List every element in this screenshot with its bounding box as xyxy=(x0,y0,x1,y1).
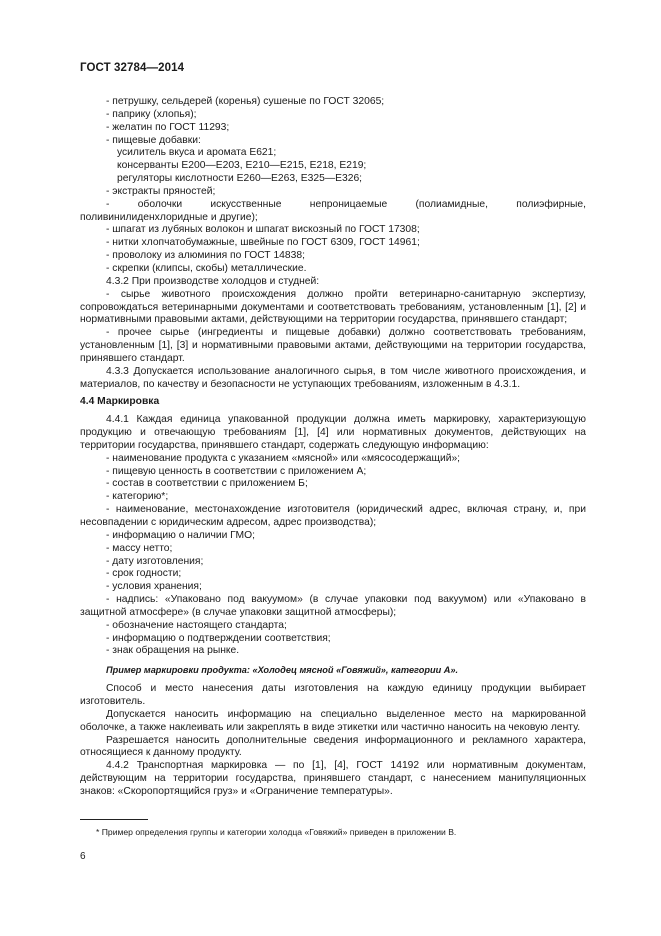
list-item: - надпись: «Упаковано под вакуумом» (в случае упаковки под вакуумом) или «Упаковано в защитной атмосфере» (в случае упаковки защитной атмосферы); xyxy=(80,594,586,618)
sub-list-item: регуляторы кислотности Е260—Е263, Е325—Е326; xyxy=(117,173,363,185)
list-item: - нитки хлопчатобумажные, швейные по ГОСТ 6309, ГОСТ 14961; xyxy=(106,237,420,249)
clause-4-4-2: 4.4.2 Транспортная маркировка — по [1], [4], ГОСТ 14192 или нормативным документам, действующим на территории государства, принявшего стандарт, с нанесением манипуляционных знаков: «Скоропортящийся груз» и «Ограничение температуры». xyxy=(80,760,586,797)
list-item: - условия хранения; xyxy=(106,581,202,593)
sub-list-item: консерванты Е200—Е203, Е210—Е215, Е218, Е219; xyxy=(117,160,367,172)
list-item: - прочее сырье (ингредиенты и пищевые добавки) должно соответствовать требованиям, установленным [1], [3] и нормативными правовыми актами, действующими на территории государства, принявшего стандарт. xyxy=(80,327,586,364)
list-item: - сырье животного происхождения должно пройти ветеринарно-санитарную экспертизу, сопровождаться ветеринарными документами и соответствовать требованиям, установленным [1], [2] и нормативными правовыми актами, действующими на территории государства, принявшего стандарт; xyxy=(80,288,586,326)
document-body xyxy=(80,96,586,799)
page-number: 6 xyxy=(80,851,86,862)
list-item: - шпагат из лубяных волокон и шпагат вискозный по ГОСТ 17308; xyxy=(106,224,420,236)
list-item: - экстракты пряностей; xyxy=(106,185,216,197)
list-item: - петрушку, сельдерей (коренья) сушеные по ГОСТ 32065; xyxy=(106,96,385,107)
list-item: - срок годности; xyxy=(106,568,182,580)
paragraph: Способ и место нанесения даты изготовления на каждую единицу продукции выбирает изготовитель. xyxy=(80,683,586,707)
list-item: - пищевую ценность в соответствии с приложением А; xyxy=(106,465,367,477)
clause-4-4-1: 4.4.1 Каждая единица упакованной продукции должна иметь маркировку, характеризующую продукцию и отвечающую требованиям [1], [4] или нормативных документов, действующих на территории государства, принявшего стандарт, содержать следующую информацию: xyxy=(80,414,586,451)
list-item: - паприку (хлопья); xyxy=(106,108,197,120)
clause-4-3-3: 4.3.3 Допускается использование аналогичного сырья, в том числе животного происхождения, и материалов, по качеству и безопасности не уступающих требованиям, изложенным в 4.3.1. xyxy=(80,365,586,390)
list-item: - скрепки (клипсы, скобы) металлические. xyxy=(106,262,307,274)
list-item: - проволоку из алюминия по ГОСТ 14838; xyxy=(106,250,305,262)
list-item: - состав в соответствии с приложением Б; xyxy=(106,478,308,490)
section-heading: 4.4 Маркировка xyxy=(80,396,160,408)
example-note: Пример маркировки продукта: «Холодец мясной «Говяжий», категории А». xyxy=(106,665,459,676)
list-item: - категорию*; xyxy=(106,491,169,503)
paragraph: Разрешается наносить дополнительные сведения информационного и рекламного характера, относящиеся к данному продукту. xyxy=(80,734,586,759)
clause-4-3-2: 4.3.2 При производстве холодцов и студней: xyxy=(106,275,320,287)
list-item: - информацию о наличии ГМО; xyxy=(106,529,255,541)
list-item: - оболочки искусственные непроницаемые (полиамидные, полиэфирные, поливинилиденхлоридные и другие); xyxy=(80,198,586,223)
list-item: - наименование продукта с указанием «мясной» или «мясосодержащий»; xyxy=(106,452,461,464)
list-item: - дату изготовления; xyxy=(106,555,204,567)
list-item: - обозначение настоящего стандарта; xyxy=(106,619,287,631)
sub-list-item: усилитель вкуса и аромата Е621; xyxy=(117,147,277,159)
list-item: - наименование, местонахождение изготовителя (юридический адрес, включая страну, и, при несовпадении с юридическим адресом, адрес производства); xyxy=(80,504,586,528)
paragraph: Допускается наносить информацию на специально выделенное место на маркированной оболочке, а также наклеивать или закреплять в виде этикетки или частично наносить на чековую ленту. xyxy=(80,708,586,733)
list-item: - желатин по ГОСТ 11293; xyxy=(106,121,230,133)
list-item: - пищевые добавки: xyxy=(106,134,201,146)
list-item: - информацию о подтверждении соответствия; xyxy=(106,632,331,644)
footnote-separator xyxy=(80,819,148,820)
footnote: * Пример определения группы и категории холодца «Говяжий» приведен в приложении В. xyxy=(96,827,457,837)
list-item: - массу нетто; xyxy=(106,542,173,554)
document-header: ГОСТ 32784—2014 xyxy=(80,62,185,74)
list-item: - знак обращения на рынке. xyxy=(106,645,240,657)
